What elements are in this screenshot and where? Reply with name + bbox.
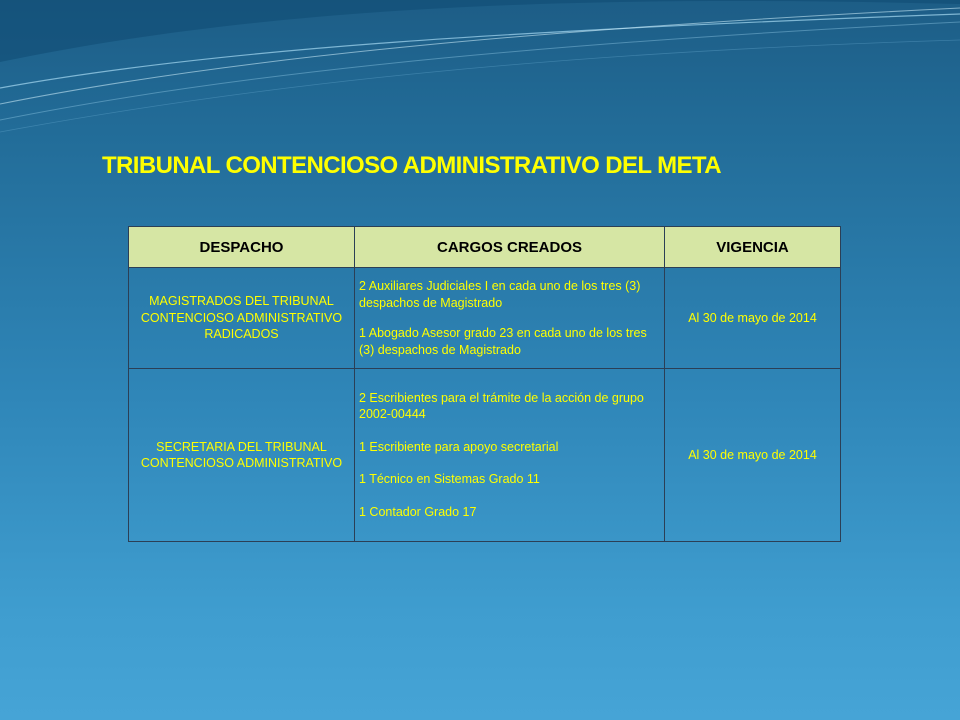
vigencia-cell: Al 30 de mayo de 2014 [665, 369, 841, 542]
table-row [129, 369, 841, 542]
cargo-item: 1 Contador Grado 17 [359, 504, 477, 519]
cargos-cell [355, 369, 665, 542]
positions-table [128, 226, 841, 542]
cargo-item: 2 Auxiliares Judiciales I en cada uno de los tres (3) despachos de Magistrado [359, 279, 641, 310]
decorative-swoosh [0, 0, 960, 150]
column-header-cargos-creados: CARGOS CREADOS [355, 227, 665, 268]
cargo-item: 1 Técnico en Sistemas Grado 11 [359, 472, 540, 487]
page-title: TRIBUNAL CONTENCIOSO ADMINISTRATIVO DEL META [102, 152, 721, 179]
column-header-vigencia: VIGENCIA [665, 227, 841, 268]
table-row [129, 268, 841, 369]
cargo-item: 1 Abogado Asesor grado 23 en cada uno de los tres (3) despachos de Magistrado [359, 326, 647, 357]
vigencia-cell: Al 30 de mayo de 2014 [665, 268, 841, 369]
despacho-cell: SECRETARIA DEL TRIBUNAL CONTENCIOSO ADMINISTRATIVO [129, 369, 355, 542]
cargos-cell [355, 268, 665, 369]
table-header-row [129, 227, 841, 268]
cargo-item: 2 Escribientes para el trámite de la acción de grupo 2002-00444 [359, 390, 644, 422]
column-header-despacho: DESPACHO [129, 227, 355, 268]
despacho-cell: MAGISTRADOS DEL TRIBUNAL CONTENCIOSO ADMINISTRATIVO RADICADOS [129, 268, 355, 369]
cargo-item: 1 Escribiente para apoyo secretarial [359, 439, 559, 454]
